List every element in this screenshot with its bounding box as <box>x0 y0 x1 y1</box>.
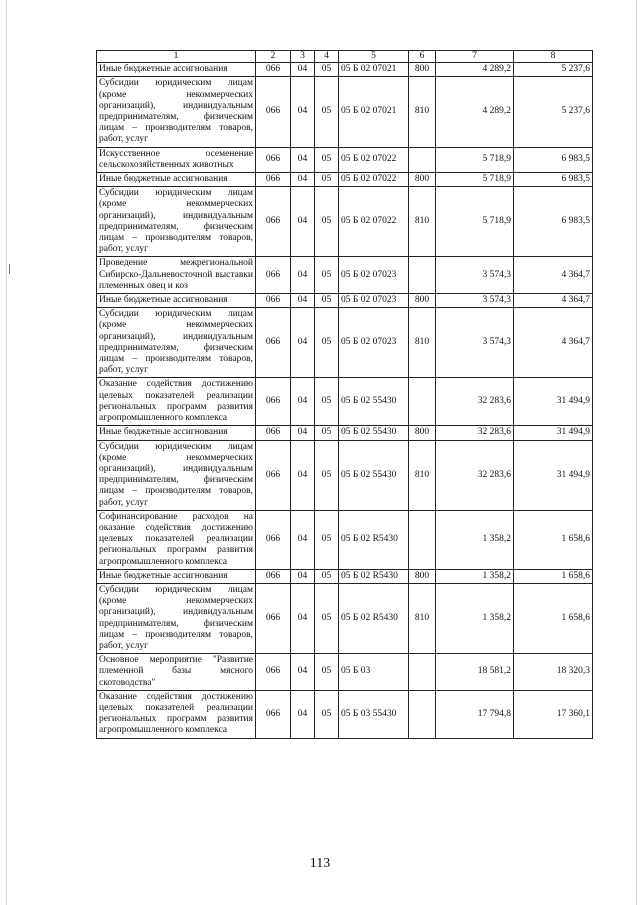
subsection-code-cell: 05 <box>315 690 339 738</box>
section-code-cell: 04 <box>291 510 315 569</box>
table-row <box>97 63 593 77</box>
amount-cell: 18 581,2 <box>436 654 514 691</box>
amount-cell: 5 237,6 <box>514 77 593 147</box>
section-code-cell: 04 <box>291 426 315 440</box>
amount-cell: 1 358,2 <box>436 510 514 569</box>
admin-code-cell: 066 <box>256 583 291 653</box>
target-article-cell: 05 Б 03 55430 <box>339 690 409 738</box>
row-name-cell: Софинансирование расходов на оказание содействия достижению целевых показателей реализации региональных программ развития агропромышленного комплекса <box>97 510 256 569</box>
row-name-cell: Иные бюджетные ассигнования <box>97 173 256 187</box>
subsection-code-cell: 05 <box>315 63 339 77</box>
section-code-cell: 04 <box>291 308 315 378</box>
amount-cell: 1 358,2 <box>436 569 514 583</box>
admin-code-cell: 066 <box>256 308 291 378</box>
admin-code-cell: 066 <box>256 569 291 583</box>
table-row <box>97 426 593 440</box>
admin-code-cell: 066 <box>256 63 291 77</box>
amount-cell: 4 364,7 <box>514 308 593 378</box>
amount-cell: 4 289,2 <box>436 63 514 77</box>
amount-cell: 4 364,7 <box>514 294 593 308</box>
header-cell: 4 <box>315 51 339 63</box>
expense-type-cell: 810 <box>409 583 436 653</box>
admin-code-cell: 066 <box>256 294 291 308</box>
table-row <box>97 308 593 378</box>
section-code-cell: 04 <box>291 378 315 426</box>
amount-cell: 4 289,2 <box>436 77 514 147</box>
amount-cell: 3 574,3 <box>436 257 514 294</box>
expense-type-cell: 810 <box>409 187 436 257</box>
subsection-code-cell: 05 <box>315 510 339 569</box>
admin-code-cell: 066 <box>256 173 291 187</box>
row-name-cell: Оказание содействия достижению целевых показателей реализации региональных программ развития агропромышленного комплекса <box>97 690 256 738</box>
amount-cell: 32 283,6 <box>436 426 514 440</box>
row-name-cell: Субсидии юридическим лицам (кроме некоммерческих организаций), индивидуальным предпринимателям, физическим лицам – производителям товаров, работ, услуг <box>97 440 256 510</box>
admin-code-cell: 066 <box>256 77 291 147</box>
subsection-code-cell: 05 <box>315 426 339 440</box>
subsection-code-cell: 05 <box>315 257 339 294</box>
scan-edge-right <box>636 0 637 905</box>
table-row <box>97 654 593 691</box>
header-cell: 3 <box>291 51 315 63</box>
expense-type-cell <box>409 378 436 426</box>
target-article-cell: 05 Б 02 07023 <box>339 308 409 378</box>
amount-cell: 18 320,3 <box>514 654 593 691</box>
amount-cell: 31 494,9 <box>514 378 593 426</box>
table-row <box>97 187 593 257</box>
section-code-cell: 04 <box>291 173 315 187</box>
expense-type-cell: 810 <box>409 77 436 147</box>
admin-code-cell: 066 <box>256 187 291 257</box>
target-article-cell: 05 Б 02 07023 <box>339 294 409 308</box>
target-article-cell: 05 Б 02 07022 <box>339 147 409 172</box>
scan-edge-left <box>6 0 7 905</box>
table-row <box>97 173 593 187</box>
admin-code-cell: 066 <box>256 147 291 172</box>
expense-type-cell <box>409 257 436 294</box>
target-article-cell: 05 Б 03 <box>339 654 409 691</box>
row-name-cell: Основное мероприятие "Развитие племенной базы мясного скотоводства" <box>97 654 256 691</box>
amount-cell: 6 983,5 <box>514 173 593 187</box>
expense-type-cell <box>409 510 436 569</box>
table-row <box>97 378 593 426</box>
header-cell: 5 <box>339 51 409 63</box>
subsection-code-cell: 05 <box>315 440 339 510</box>
section-code-cell: 04 <box>291 583 315 653</box>
amount-cell: 5 718,9 <box>436 147 514 172</box>
admin-code-cell: 066 <box>256 510 291 569</box>
section-code-cell: 04 <box>291 77 315 147</box>
section-code-cell: 04 <box>291 187 315 257</box>
subsection-code-cell: 05 <box>315 308 339 378</box>
subsection-code-cell: 05 <box>315 77 339 147</box>
subsection-code-cell: 05 <box>315 654 339 691</box>
table-row <box>97 569 593 583</box>
amount-cell: 1 358,2 <box>436 583 514 653</box>
admin-code-cell: 066 <box>256 440 291 510</box>
row-name-cell: Субсидии юридическим лицам (кроме некоммерческих организаций), индивидуальным предпринимателям, физическим лицам – производителям товаров, работ, услуг <box>97 187 256 257</box>
section-code-cell: 04 <box>291 569 315 583</box>
subsection-code-cell: 05 <box>315 294 339 308</box>
table-row <box>97 440 593 510</box>
amount-cell: 17 360,1 <box>514 690 593 738</box>
subsection-code-cell: 05 <box>315 569 339 583</box>
expense-type-cell: 800 <box>409 426 436 440</box>
row-name-cell: Иные бюджетные ассигнования <box>97 63 256 77</box>
subsection-code-cell: 05 <box>315 378 339 426</box>
subsection-code-cell: 05 <box>315 187 339 257</box>
amount-cell: 3 574,3 <box>436 294 514 308</box>
target-article-cell: 05 Б 02 R5430 <box>339 583 409 653</box>
table-row <box>97 294 593 308</box>
amount-cell: 31 494,9 <box>514 426 593 440</box>
row-name-cell: Субсидии юридическим лицам (кроме некоммерческих организаций), индивидуальным предпринимателям, физическим лицам – производителям товаров, работ, услуг <box>97 308 256 378</box>
header-cell: 6 <box>409 51 436 63</box>
row-name-cell: Оказание содействия достижению целевых показателей реализации региональных программ развития агропромышленного комплекса <box>97 378 256 426</box>
target-article-cell: 05 Б 02 R5430 <box>339 510 409 569</box>
target-article-cell: 05 Б 02 07022 <box>339 187 409 257</box>
subsection-code-cell: 05 <box>315 583 339 653</box>
admin-code-cell: 066 <box>256 426 291 440</box>
subsection-code-cell: 05 <box>315 147 339 172</box>
admin-code-cell: 066 <box>256 690 291 738</box>
expense-type-cell: 800 <box>409 173 436 187</box>
amount-cell: 5 718,9 <box>436 187 514 257</box>
expense-type-cell: 800 <box>409 63 436 77</box>
row-name-cell: Искусственное осеменение сельскохозяйственных животных <box>97 147 256 172</box>
target-article-cell: 05 Б 02 55430 <box>339 378 409 426</box>
admin-code-cell: 066 <box>256 654 291 691</box>
expense-type-cell <box>409 690 436 738</box>
amount-cell: 1 658,6 <box>514 510 593 569</box>
expense-type-cell: 800 <box>409 294 436 308</box>
target-article-cell: 05 Б 02 07021 <box>339 77 409 147</box>
amount-cell: 32 283,6 <box>436 378 514 426</box>
table-row <box>97 510 593 569</box>
budget-table <box>96 50 593 739</box>
amount-cell: 1 658,6 <box>514 583 593 653</box>
row-name-cell: Проведение межрегиональной Сибирско-Дальневосточной выставки племенных овец и коз <box>97 257 256 294</box>
amount-cell: 17 794,8 <box>436 690 514 738</box>
row-name-cell: Субсидии юридическим лицам (кроме некоммерческих организаций), индивидуальным предпринимателям, физическим лицам – производителям товаров, работ, услуг <box>97 583 256 653</box>
scan-mark <box>9 264 10 274</box>
amount-cell: 5 718,9 <box>436 173 514 187</box>
admin-code-cell: 066 <box>256 378 291 426</box>
header-cell: 1 <box>97 51 256 63</box>
section-code-cell: 04 <box>291 440 315 510</box>
section-code-cell: 04 <box>291 63 315 77</box>
target-article-cell: 05 Б 02 07023 <box>339 257 409 294</box>
table-row <box>97 690 593 738</box>
amount-cell: 3 574,3 <box>436 308 514 378</box>
amount-cell: 5 237,6 <box>514 63 593 77</box>
amount-cell: 6 983,5 <box>514 147 593 172</box>
expense-type-cell: 800 <box>409 569 436 583</box>
section-code-cell: 04 <box>291 690 315 738</box>
header-cell: 7 <box>436 51 514 63</box>
table-row <box>97 583 593 653</box>
expense-type-cell <box>409 147 436 172</box>
target-article-cell: 05 Б 02 07021 <box>339 63 409 77</box>
row-name-cell: Субсидии юридическим лицам (кроме некоммерческих организаций), индивидуальным предпринимателям, физическим лицам – производителям товаров, работ, услуг <box>97 77 256 147</box>
header-cell: 8 <box>514 51 593 63</box>
table-header-row <box>97 51 593 63</box>
subsection-code-cell: 05 <box>315 173 339 187</box>
amount-cell: 4 364,7 <box>514 257 593 294</box>
row-name-cell: Иные бюджетные ассигнования <box>97 294 256 308</box>
expense-type-cell <box>409 654 436 691</box>
target-article-cell: 05 Б 02 55430 <box>339 426 409 440</box>
row-name-cell: Иные бюджетные ассигнования <box>97 426 256 440</box>
amount-cell: 32 283,6 <box>436 440 514 510</box>
section-code-cell: 04 <box>291 257 315 294</box>
table-row <box>97 147 593 172</box>
table-row <box>97 257 593 294</box>
target-article-cell: 05 Б 02 R5430 <box>339 569 409 583</box>
expense-type-cell: 810 <box>409 440 436 510</box>
section-code-cell: 04 <box>291 654 315 691</box>
section-code-cell: 04 <box>291 294 315 308</box>
page-number: 113 <box>309 856 331 871</box>
header-cell: 2 <box>256 51 291 63</box>
table-row <box>97 77 593 147</box>
amount-cell: 6 983,5 <box>514 187 593 257</box>
expense-type-cell: 810 <box>409 308 436 378</box>
amount-cell: 31 494,9 <box>514 440 593 510</box>
admin-code-cell: 066 <box>256 257 291 294</box>
row-name-cell: Иные бюджетные ассигнования <box>97 569 256 583</box>
amount-cell: 1 658,6 <box>514 569 593 583</box>
section-code-cell: 04 <box>291 147 315 172</box>
target-article-cell: 05 Б 02 55430 <box>339 440 409 510</box>
target-article-cell: 05 Б 02 07022 <box>339 173 409 187</box>
